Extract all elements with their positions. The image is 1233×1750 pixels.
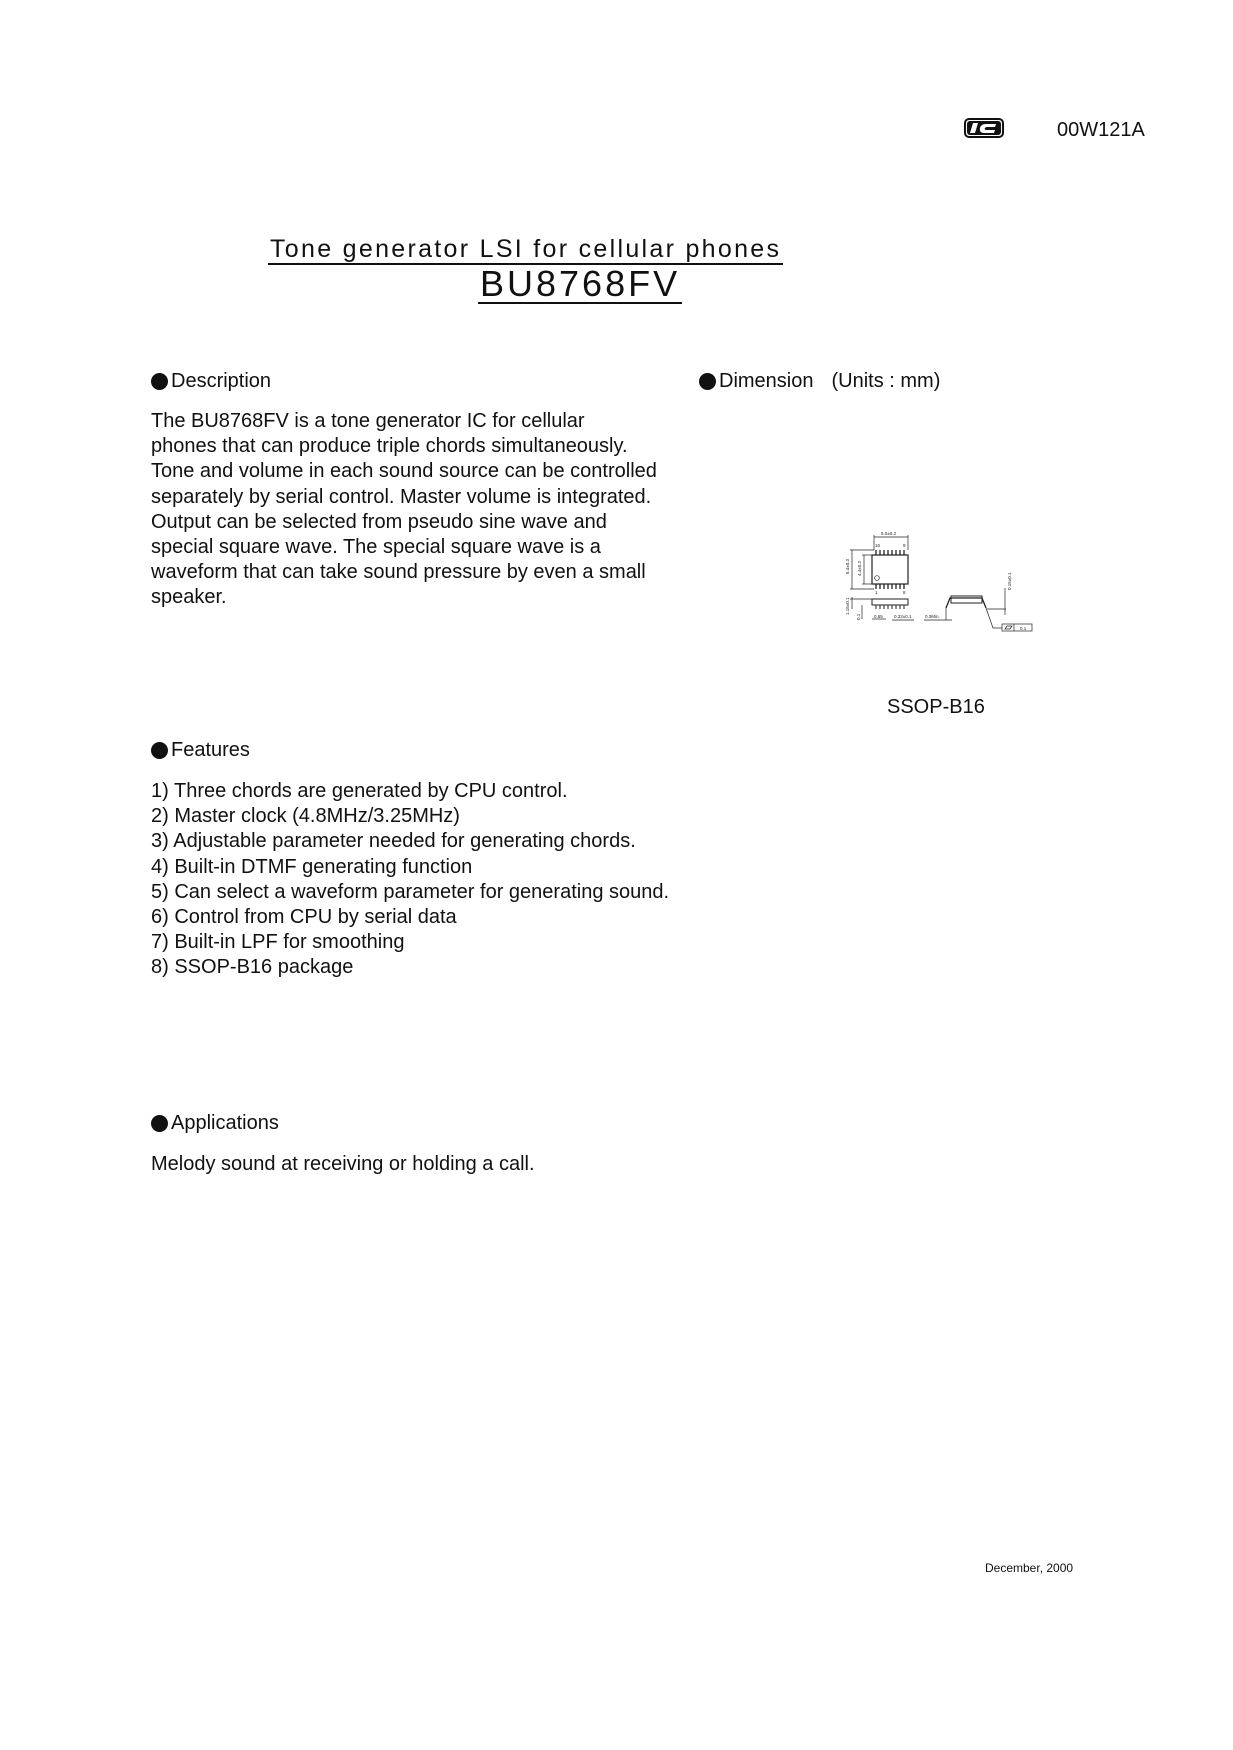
footer-date: December, 2000	[985, 1561, 1074, 1575]
applications-text: Melody sound at receiving or holding a call.	[151, 1153, 535, 1175]
features-heading	[151, 739, 250, 762]
document-subtitle: Tone generator LSI for cellular phones	[270, 235, 782, 263]
feature-item: 8) SSOP-B16 package	[151, 956, 354, 979]
bullet-icon	[151, 1115, 168, 1132]
svg-text:0.65: 0.65	[874, 614, 883, 619]
dimension-heading-label: Dimension	[719, 370, 814, 392]
svg-text:0.15±0.1: 0.15±0.1	[1007, 572, 1012, 590]
features-list	[151, 779, 669, 981]
ic-logo	[964, 118, 1004, 138]
svg-text:9: 9	[903, 543, 906, 548]
applications-heading	[151, 1112, 279, 1135]
features-heading-label: Features	[171, 739, 250, 761]
package-name: SSOP-B16	[887, 696, 985, 718]
description-line: speaker.	[151, 586, 227, 609]
svg-text:0.1: 0.1	[856, 613, 861, 620]
svg-text:0.22±0.1: 0.22±0.1	[894, 614, 912, 619]
feature-item: 4) Built-in DTMF generating function	[151, 855, 473, 878]
description-line: Tone and volume in each sound source can be controlled	[151, 460, 657, 483]
applications-heading-label: Applications	[171, 1112, 279, 1134]
svg-text:1: 1	[875, 590, 878, 595]
description-line: waveform that can take sound pressure by even a small	[151, 561, 646, 584]
description-heading	[151, 370, 271, 393]
bullet-icon	[699, 373, 716, 390]
feature-item: 2) Master clock (4.8MHz/3.25MHz)	[151, 805, 460, 828]
bullet-icon	[151, 373, 168, 390]
svg-text:0.1: 0.1	[1020, 626, 1027, 631]
feature-item: 1) Three chords are generated by CPU control.	[151, 780, 568, 802]
dimension-heading	[699, 370, 940, 393]
description-line: separately by serial control. Master volume is integrated.	[151, 485, 652, 508]
dimension-units: (Units : mm)	[831, 370, 941, 392]
part-number-title: BU8768FV	[480, 263, 681, 304]
description-line: special square wave. The special square wave is a	[151, 536, 601, 559]
dim-width-label: 5.0±0.2	[881, 531, 896, 536]
svg-text:4.4±0.2: 4.4±0.2	[857, 561, 862, 576]
svg-text:16: 16	[875, 543, 881, 548]
bullet-icon	[151, 742, 168, 759]
description-heading-label: Description	[171, 370, 272, 392]
svg-text:6.4±0.3: 6.4±0.3	[845, 559, 850, 574]
document-number: 00W121A	[1057, 119, 1145, 141]
description-line: The BU8768FV is a tone generator IC for cellular	[151, 410, 585, 432]
description-line: Output can be selected from pseudo sine wave and	[151, 510, 607, 533]
feature-item: 5) Can select a waveform parameter for generating sound.	[151, 880, 670, 903]
feature-item: 7) Built-in LPF for smoothing	[151, 931, 405, 954]
feature-item: 3) Adjustable parameter needed for generating chords.	[151, 830, 636, 853]
package-dimension-drawing	[830, 510, 1060, 640]
feature-item: 6) Control from CPU by serial data	[151, 906, 457, 929]
description-line: phones that can produce triple chords simultaneously.	[151, 435, 628, 458]
svg-text:0.3Min.: 0.3Min.	[925, 614, 940, 619]
svg-text:8: 8	[903, 590, 906, 595]
svg-text:1.15±0.1: 1.15±0.1	[845, 597, 850, 615]
description-text	[151, 409, 691, 611]
